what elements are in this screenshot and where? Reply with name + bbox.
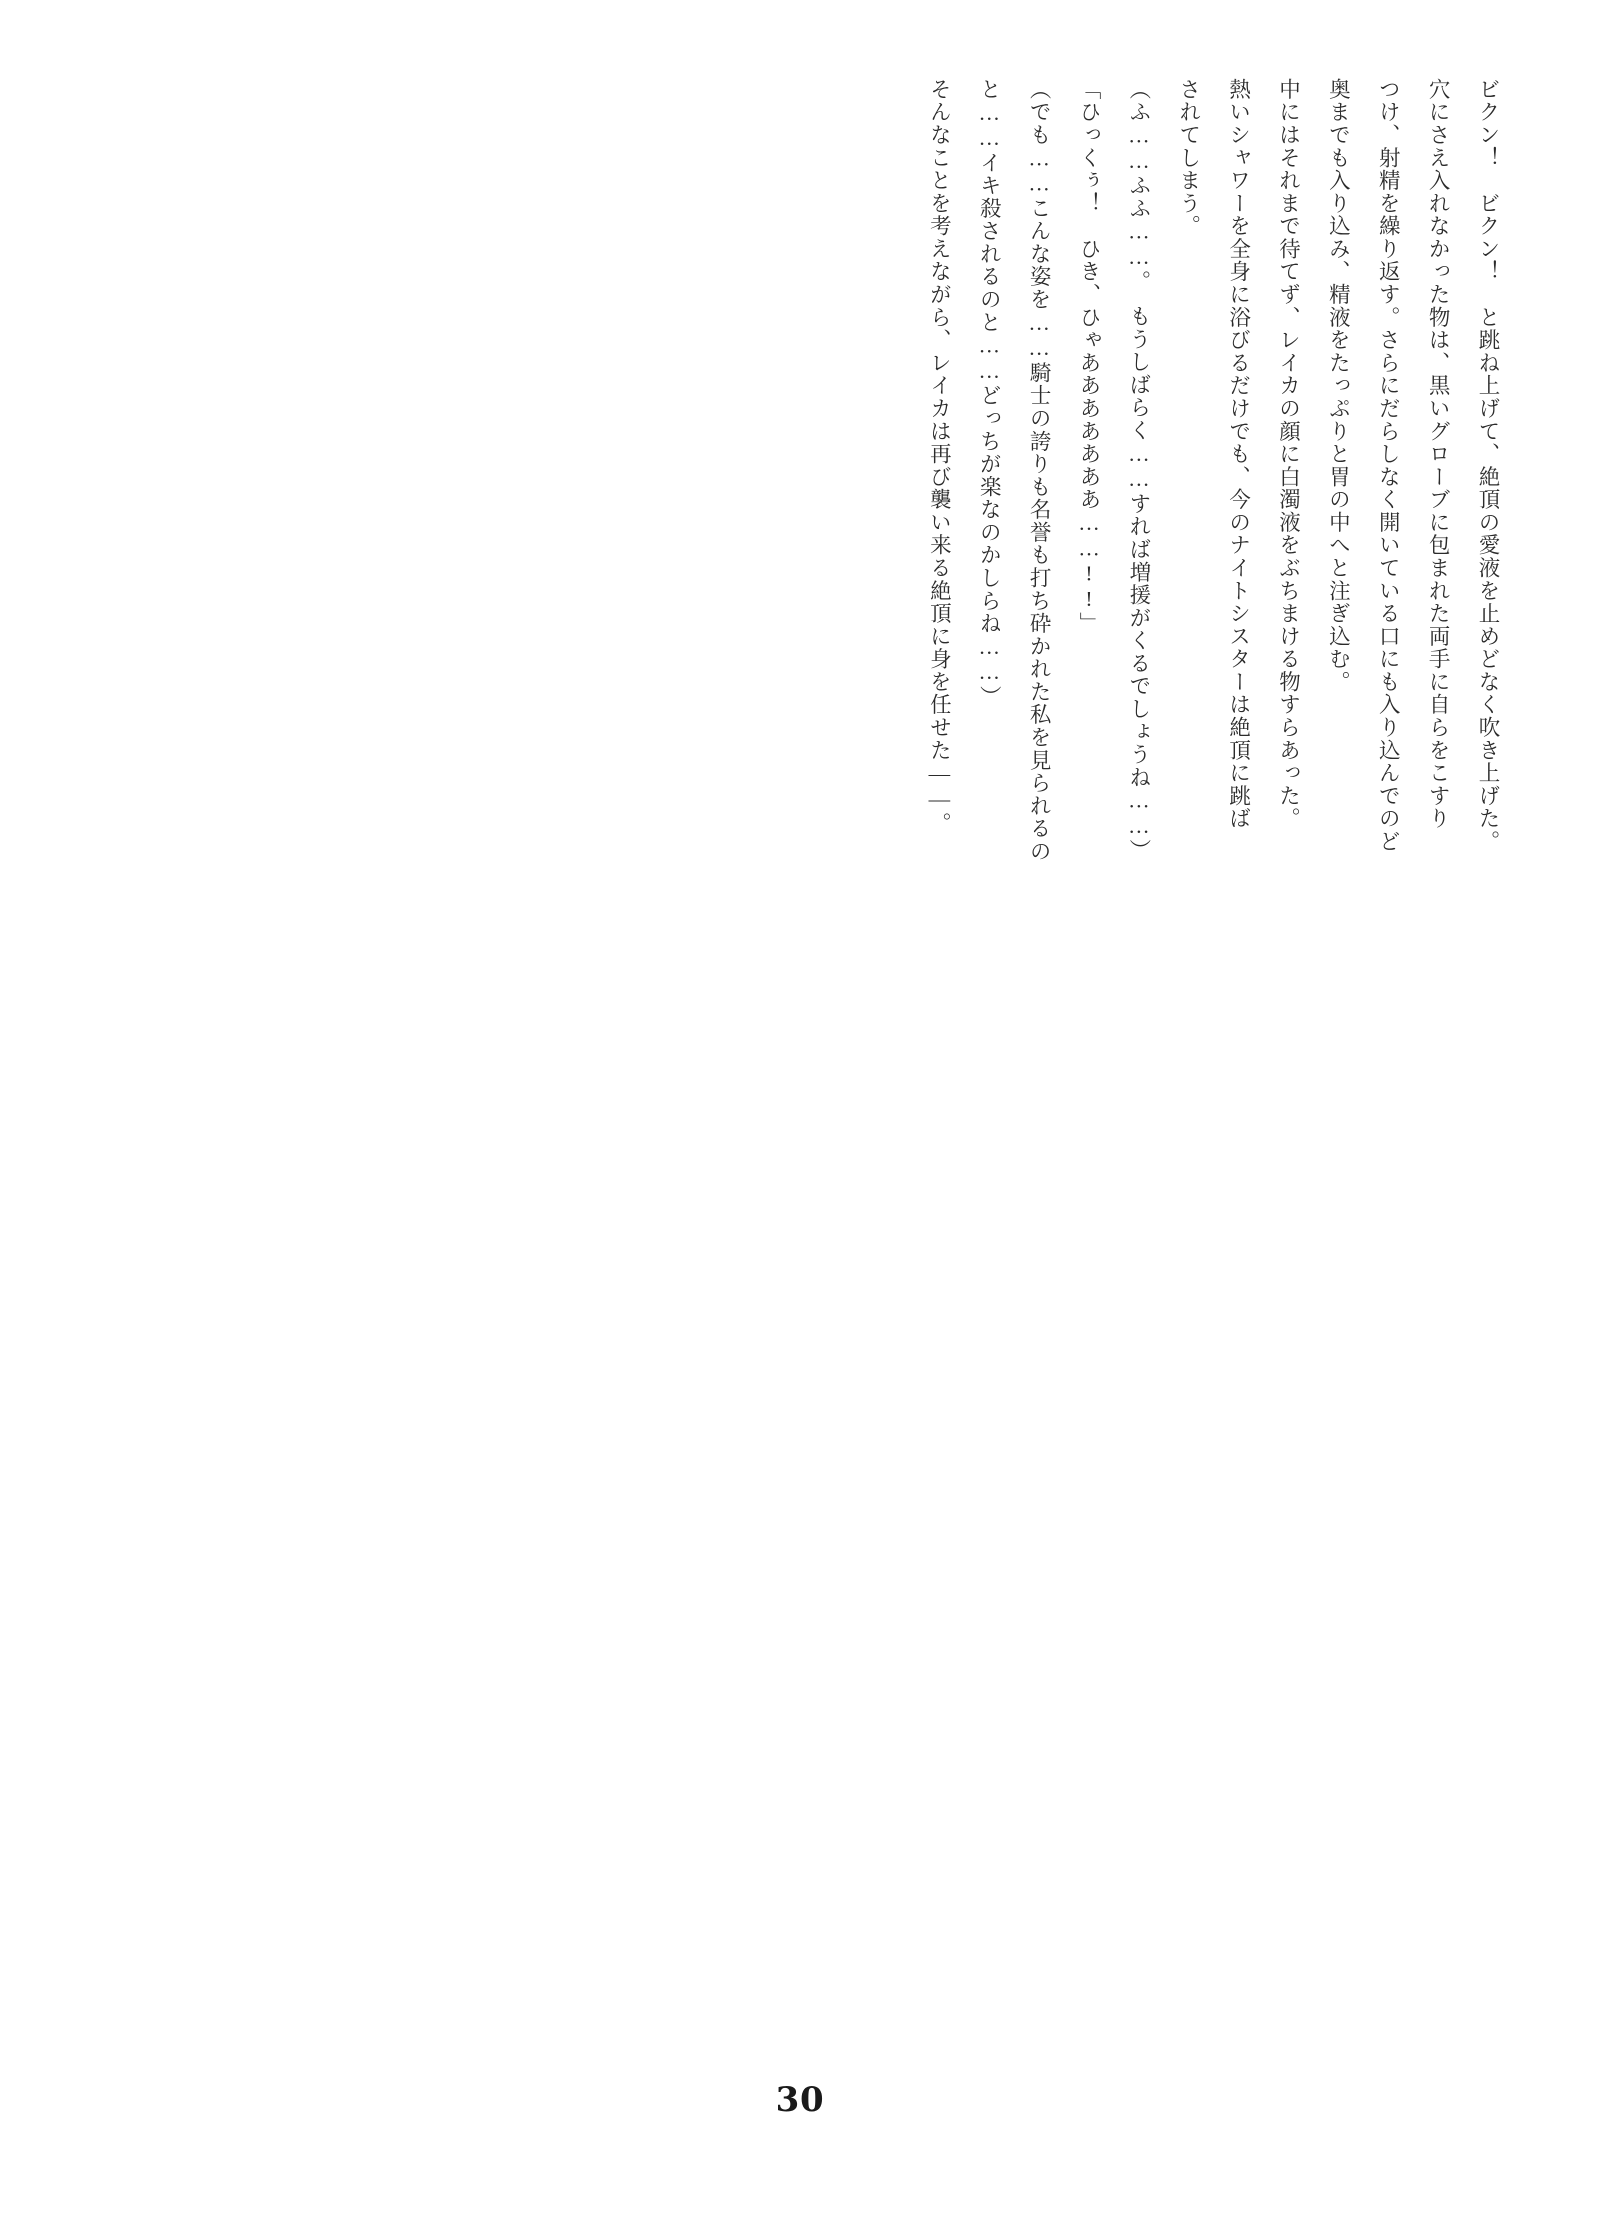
- body-line: （ふ……ふふ……。 もうしばらく……すれば増援がくるでしょうね……）: [1126, 78, 1151, 863]
- body-line: 穴にさえ入れなかった物は、黒いグローブに包まれた両手に自らをこすり: [1426, 78, 1451, 831]
- body-line: そんなことを考えながら、レイカは再び襲い来る絶頂に身を任せた——。: [927, 78, 952, 836]
- body-line: と……イキ殺されるのと……どっちが楽なのかしらね……）: [977, 78, 1002, 709]
- body-line: ビクン！ ビクン！ と跳ね上げて、絶頂の愛液を止めどなく吹き上げた。: [1476, 78, 1500, 853]
- vertical-body-text: [914, 78, 1513, 1018]
- body-line: されてしまう。: [1176, 78, 1201, 238]
- page-number: 30: [775, 2080, 825, 2120]
- body-line: 中にはそれまで待てず、レイカの顔に白濁液をぶちまける物すらあった。: [1276, 78, 1301, 831]
- body-line: 奥までも入り込み、精液をたっぷりと胃の中へと注ぎ込む。: [1326, 78, 1351, 694]
- body-line: つけ、射精を繰り返す。さらにだらしなく開いている口にも入り込んでのど: [1376, 78, 1401, 853]
- body-line: 「ひっくぅ！ ひき、ひゃあああああああ……!!」: [1077, 78, 1101, 635]
- body-line: （でも……こんな姿を……騎士の誇りも名誉も打ち砕かれた私を見られるの: [1027, 78, 1052, 863]
- body-line: 熱いシャワーを全身に浴びるだけでも、今のナイトシスターは絶頂に跳ば: [1226, 78, 1251, 831]
